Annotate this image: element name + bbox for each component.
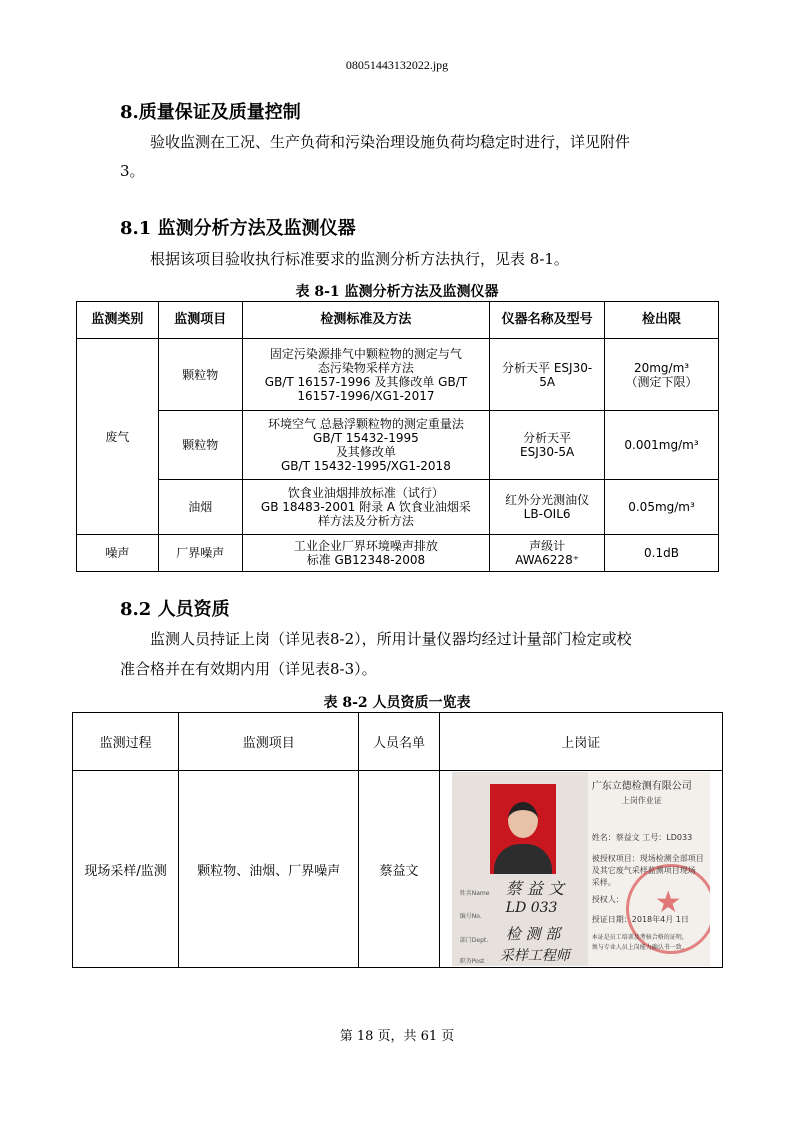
header-process: 监测过程	[73, 713, 179, 771]
certificate-company: 广东立德检测有限公司	[591, 781, 692, 792]
section-8-para-line1: 验收监测在工况、生产负荷和污染治理设施负荷均稳定时进行，详见附件	[150, 133, 631, 151]
certificate-grantor: 授权人：	[591, 895, 624, 904]
certificate-id-card	[452, 772, 594, 966]
instrument-cell	[490, 480, 605, 535]
instrument-line: LB-OIL6	[523, 507, 571, 521]
label-name: 姓名Name	[459, 890, 490, 897]
method-line: 固定污染源排气中颗粒物的测定与气	[269, 346, 462, 361]
label-number: 编号No.	[459, 913, 482, 920]
item-cell: 颗粒物	[158, 411, 242, 480]
items-cell: 颗粒物、油烟、厂界噪声	[179, 771, 359, 968]
image-filename: 08051443132022.jpg	[345, 58, 449, 72]
section-8-1-title: 8.1 监测分析方法及监测仪器	[120, 218, 356, 239]
instrument-line: 5A	[539, 374, 556, 389]
table-row	[73, 771, 723, 968]
instrument-line: 声级计	[529, 539, 566, 553]
handwritten-post: 采样工程师	[499, 948, 570, 964]
method-line: GB/T 16157-1996 及其修改单 GB/T	[264, 374, 468, 389]
instrument-cell	[490, 411, 605, 480]
table-row	[77, 339, 719, 411]
instrument-cell	[490, 535, 605, 572]
certificate-date: 授证日期：2018年4月 1日	[591, 915, 689, 924]
method-cell	[242, 480, 490, 535]
item-cell: 厂界噪声	[158, 535, 242, 572]
handwritten-name: 蔡 益 文	[505, 879, 564, 898]
instrument-line: 红外分光测油仪	[505, 493, 590, 507]
certificate-name-line: 姓名：蔡益文 工号：LD033	[591, 833, 693, 842]
method-line: 标准 GB12348-2008	[306, 553, 426, 567]
limit-cell	[605, 339, 719, 411]
person-cell: 蔡益文	[359, 771, 439, 968]
certificate-note: 须与专业人员上岗能力确认书一致。	[591, 944, 688, 951]
page-footer: 第 18 页，共 61 页	[339, 1029, 455, 1044]
method-cell	[242, 339, 490, 411]
header-limit: 检出限	[605, 302, 719, 339]
category-cell: 废气	[77, 339, 159, 535]
table-8-1-caption: 表 8-1 监测分析方法及监测仪器	[295, 284, 499, 300]
category-cell: 噪声	[77, 535, 159, 572]
instrument-line: 分析天平	[523, 431, 572, 445]
method-cell	[242, 535, 490, 572]
table-8-2-caption: 表 8-2 人员资质一览表	[323, 695, 471, 711]
method-cell	[242, 411, 490, 480]
seal-star-icon: ★	[654, 885, 682, 920]
method-line: 16157-1996/XG1-2017	[297, 388, 435, 403]
section-8-1-para: 根据该项目验收执行标准要求的监测分析方法执行，见表 8-1。	[150, 250, 569, 268]
table-header-row	[73, 713, 723, 771]
method-line: 工业企业厂界环境噪声排放	[293, 539, 438, 553]
section-8-2-para-line1: 监测人员持证上岗（详见表8-2），所用计量仪器均经过计量部门检定或校	[150, 630, 632, 648]
method-line: 环境空气 总悬浮颗粒物的测定重量法	[268, 417, 464, 431]
table-header-row	[77, 302, 719, 339]
method-line: 及其修改单	[335, 445, 396, 459]
instrument-cell	[490, 339, 605, 411]
header-instrument: 仪器名称及型号	[490, 302, 605, 339]
section-8-para-line2: 3。	[120, 162, 145, 180]
header-person: 人员名单	[359, 713, 439, 771]
item-cell: 颗粒物	[158, 339, 242, 411]
id-photo	[490, 784, 556, 874]
certificate-work-card	[588, 772, 710, 966]
process-cell: 现场采样/监测	[73, 771, 179, 968]
certificate-scope-line: 被授权项目：现场检测全部项目	[591, 854, 704, 863]
method-line: 态污染物采样方法	[317, 360, 414, 375]
section-8-2-para-line2: 准合格并在有效期内用（详见表8-3）。	[120, 660, 377, 678]
method-line: 样方法及分析方法	[317, 514, 414, 528]
limit-cell: 0.1dB	[605, 535, 719, 572]
table-row	[77, 535, 719, 572]
item-cell: 油烟	[158, 480, 242, 535]
monitoring-methods-table	[76, 301, 719, 572]
method-line: 饮食业油烟排放标准（试行）	[287, 486, 444, 500]
instrument-line: AWA6228⁺	[515, 553, 580, 567]
limit-line: （测定下限）	[625, 374, 698, 389]
certificate-scope-line: 采样。	[591, 878, 616, 887]
section-8-title: 8.质量保证及质量控制	[120, 102, 301, 123]
certificate-title: 上岗作业证	[621, 796, 662, 805]
method-line: GB/T 15432-1995	[313, 431, 419, 445]
limit-cell: 0.001mg/m³	[605, 411, 719, 480]
photo-body	[494, 844, 552, 874]
label-department: 部门Dept.	[459, 937, 489, 944]
instrument-line: 分析天平 ESJ30-	[502, 360, 593, 375]
certificate-cell	[439, 771, 722, 968]
handwritten-number: LD 033	[505, 900, 558, 916]
personnel-qualification-table	[72, 712, 723, 968]
header-method: 检测标准及方法	[242, 302, 490, 339]
method-line: GB/T 15432-1995/XG1-2018	[281, 459, 451, 473]
certificate-scope-line: 及其它废气采样监测项目现场	[591, 866, 696, 875]
header-category: 监测类别	[77, 302, 159, 339]
section-8-2-title: 8.2 人员资质	[120, 599, 230, 620]
header-certificate: 上岗证	[439, 713, 722, 771]
limit-line: 20mg/m³	[633, 360, 690, 375]
header-item: 监测项目	[158, 302, 242, 339]
limit-cell: 0.05mg/m³	[605, 480, 719, 535]
certificate-image	[452, 772, 710, 966]
photo-head	[508, 802, 538, 838]
certificate-note: 本证是员工培训及考核合格的证明，	[591, 934, 688, 941]
label-post: 职务Post	[459, 958, 485, 965]
table-row	[77, 480, 719, 535]
method-line: GB 18483-2001 附录 A 饮食业油烟采	[260, 500, 471, 514]
table-row	[77, 411, 719, 480]
header-items: 监测项目	[179, 713, 359, 771]
instrument-line: ESJ30-5A	[520, 445, 575, 459]
handwritten-department: 检 测 部	[505, 925, 561, 943]
